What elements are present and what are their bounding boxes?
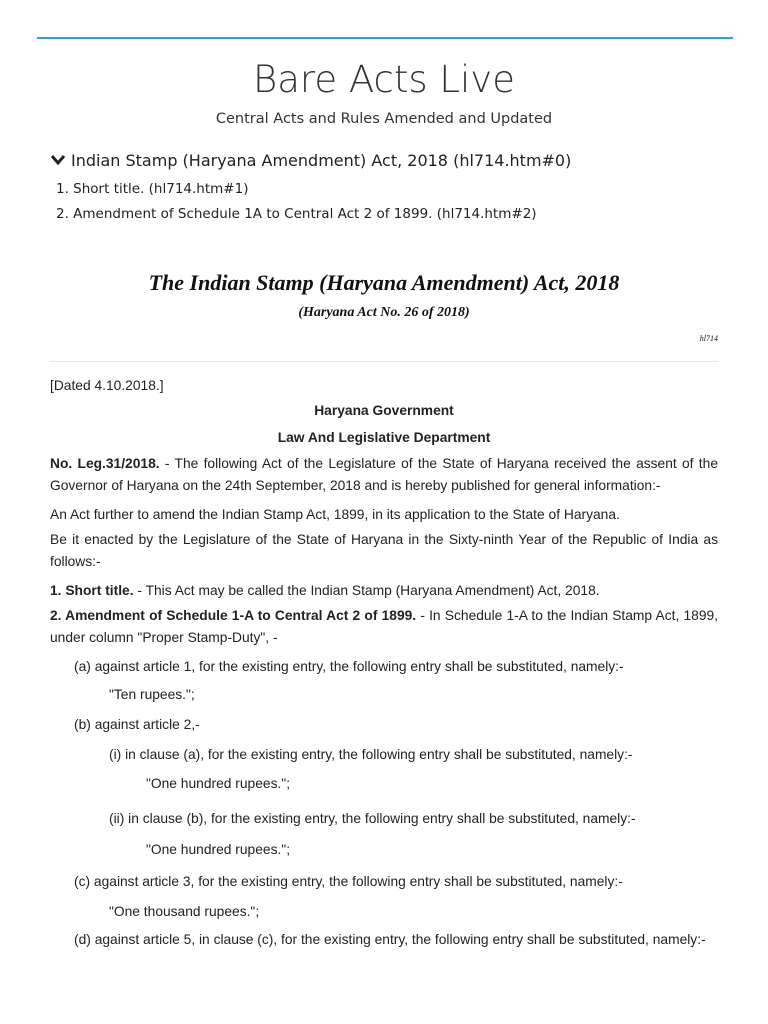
government-heading: Haryana Government (314, 403, 454, 418)
clause-b-ii-entry: "One hundred rupees."; (146, 842, 291, 857)
notification-label: No. Leg.31/2018. (50, 456, 160, 471)
toc-item-short-title[interactable]: 1. Short title. (hl714.htm#1) (56, 181, 249, 197)
site-subtitle: Central Acts and Rules Amended and Updated (215, 111, 553, 127)
clause-a-entry: "Ten rupees."; (109, 687, 195, 702)
section-1 (50, 580, 718, 602)
dated: [Dated 4.10.2018.] (50, 378, 164, 393)
section-1-text: - This Act may be called the Indian Stamp (Haryana Amendment) Act, 2018. (133, 583, 600, 598)
clause-b-i: (i) in clause (a), for the existing entry, the following entry shall be substituted, namely:- (109, 747, 633, 762)
preamble: An Act further to amend the Indian Stamp Act, 1899, in its application to the State of Haryana. (50, 507, 620, 522)
clause-c-entry: "One thousand rupees."; (109, 904, 260, 919)
clause-b: (b) against article 2,- (74, 717, 200, 732)
notification-text: - The following Act of the Legislature of the State of Haryana received the assent of the Governor of Haryana on the 24th September, 2018 and is hereby published for general information:- (50, 456, 718, 493)
act-code: hl714 (699, 334, 718, 343)
toc-item-amendment-schedule[interactable]: 2. Amendment of Schedule 1A to Central Act 2 of 1899. (hl714.htm#2) (56, 206, 537, 222)
toc-list (56, 181, 537, 231)
clause-c: (c) against article 3, for the existing entry, the following entry shall be substituted, namely:- (74, 874, 623, 889)
act-number: (Haryana Act No. 26 of 2018) (298, 305, 470, 320)
clause-b-i-entry: "One hundred rupees."; (146, 776, 291, 791)
divider (50, 361, 718, 362)
department-heading: Law And Legislative Department (277, 430, 491, 445)
site-title[interactable]: Bare Acts Live (253, 58, 515, 101)
section-2-label: 2. Amendment of Schedule 1-A to Central Act 2 of 1899. (50, 608, 417, 623)
clause-d: (d) against article 5, in clause (c), for the existing entry, the following entry shall be substituted, namely:- (74, 932, 706, 947)
enactment-clause: Be it enacted by the Legislature of the State of Haryana in the Sixty-ninth Year of the Republic of India as follows:- (50, 532, 718, 569)
section-2-text: - In Schedule 1-A to the Indian Stamp Act, 1899, under column "Proper Stamp-Duty", - (50, 608, 718, 645)
toc-heading[interactable] (50, 151, 571, 170)
toc-heading-link[interactable]: Indian Stamp (Haryana Amendment) Act, 2018 (hl714.htm#0) (71, 151, 572, 170)
clause-b-ii: (ii) in clause (b), for the existing entry, the following entry shall be substituted, namely:- (109, 811, 636, 826)
notification-paragraph (50, 453, 718, 497)
header-accent-line (37, 37, 733, 39)
chevron-down-icon[interactable] (50, 152, 66, 166)
clause-a: (a) against article 1, for the existing entry, the following entry shall be substituted, namely:- (74, 659, 624, 674)
section-2 (50, 605, 718, 649)
act-title: The Indian Stamp (Haryana Amendment) Act, 2018 (148, 270, 620, 295)
section-1-label: 1. Short title. (50, 583, 134, 598)
